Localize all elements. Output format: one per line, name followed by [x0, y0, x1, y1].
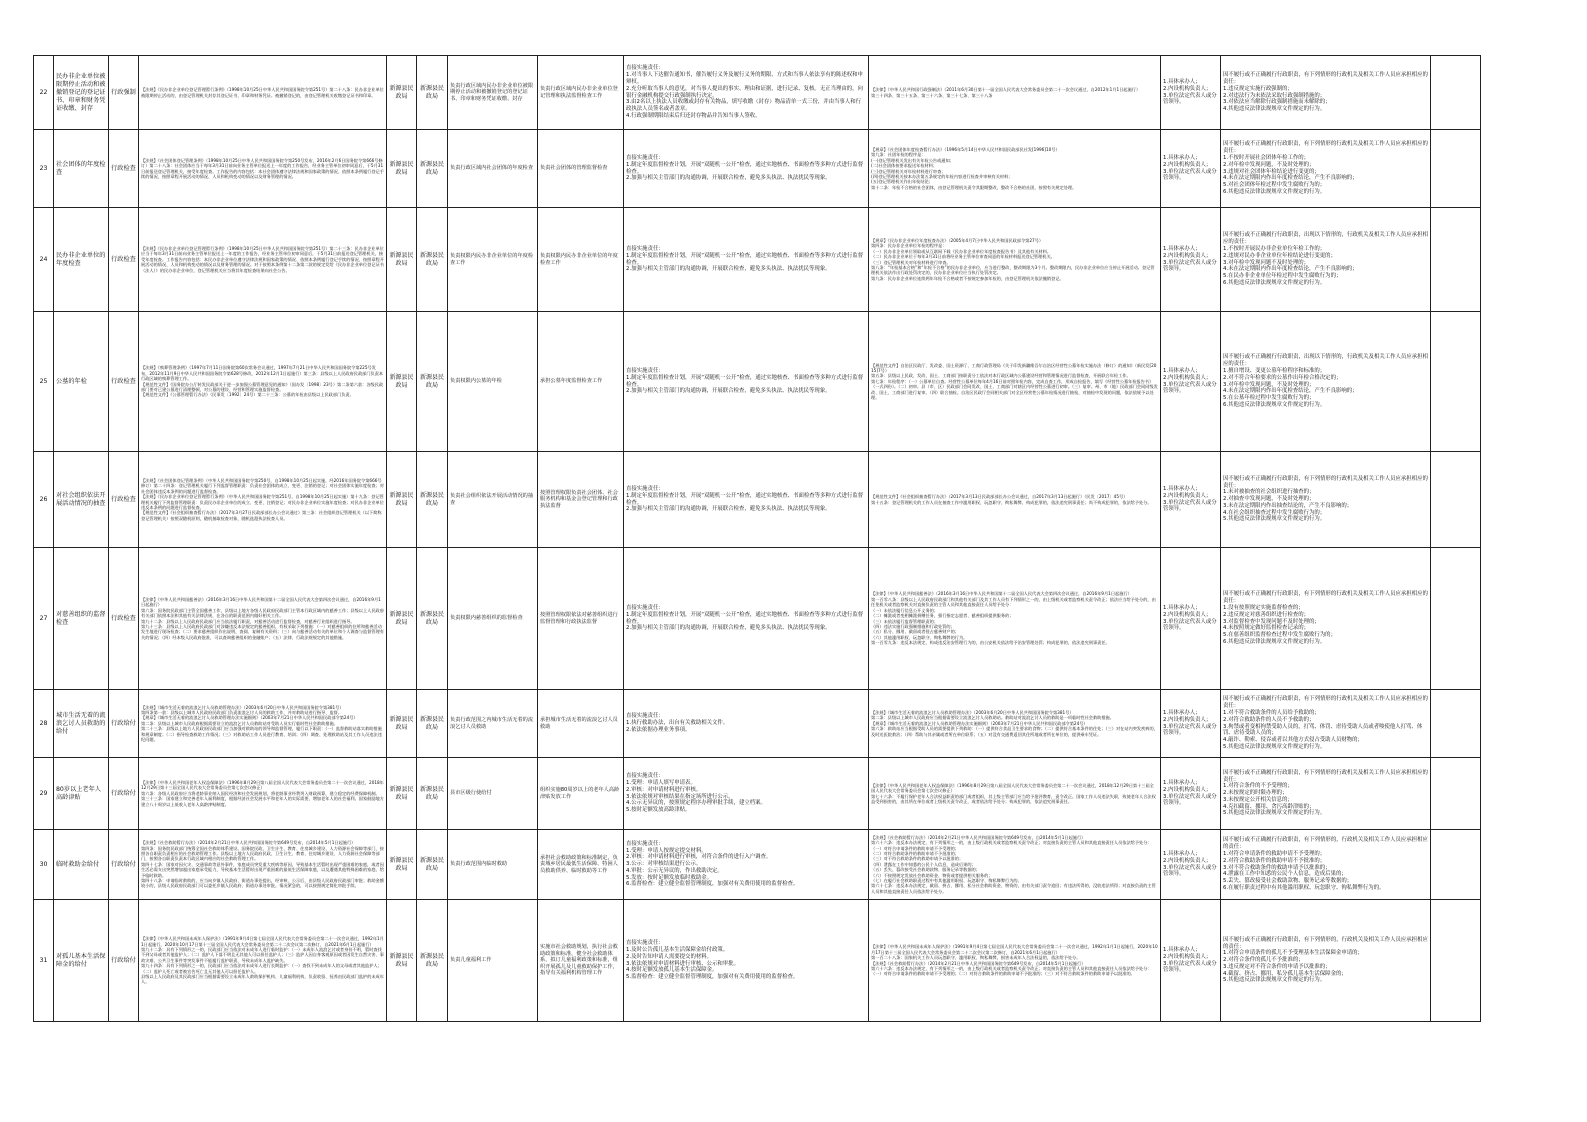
implementation-responsibility-cell: 直接实施责任： 1.执行救助办法，出台有关救助相关文件。 2.依法依据办理业务事项。 — [624, 690, 869, 758]
item-name-cell: 民办非企业单位被限期停止活动和被撤销登记的登记证书、印章和财务凭证收缴、封存 — [54, 56, 109, 130]
implementing-department-cell: 新源县民政局 — [387, 56, 417, 130]
power-category-cell: 行政检查 — [109, 208, 139, 312]
accountability-basis-cell: 【规章】《社会团体年度检查暂行办法》（1996年5月14日中华人民共和国民政部民社发[1996]10号） 第九条：社团年检的程序是： (一)登记管理机关发出有关年检公告或通知； (二)社会团体按要求报送年检材料； (三)登记管理机关对年检材料进行审查； (四)登记管理机关按本办法第五条规定的年检内容进行检查并审核有关材料； (五)登记管理机关作出年检结论； 第十二条：年检不合格的社会团体，由登记管理机关责令其限期整改，整改不合格的社团，按照有关规定处理。 — [869, 130, 1161, 208]
legal-basis-cell: 【法规】《民办非企业单位登记管理暂行条例》（1998年10月25日中华人民共和国国务院令第251号）第二十三条：民办非企业单位应当于每年3月31日前向业务主管单位报送上一年度的工作报告，经业务主管单位初审同意后，于5月31日前报送登记管理机关，接受年度检查。工作报告内容包括：本民办非企业单位遵守法律法规和国家政策的情况、依照本条例履行登记手续的情况、按照章程开展活动的情况、人员和机构变动的情况以及财务管理的情况。对于按照本条例第十二条第二款的规定发给《民办非企业单位登记证书（法人）》的民办非企业单位，登记管理机关应当将其年度检查结果向社会公告。 — [139, 208, 387, 312]
responsible-department-cell: 新源县民政局 — [417, 758, 448, 830]
accountability-basis-cell: 【法律】《中华人民共和国行政强制法》（2011年6月30日第十一届全国人民代表大会常务委员会第二十一次会议通过，自2012年1月1日起施行） 第三十四条、第三十五条、第三十六条、第三十七条、第三十八条 — [869, 56, 1161, 130]
administrative-power-table — [33, 55, 1481, 1022]
responsibility-scope-cell: 负责行政范围之内城市生活无着的流浪乞讨人员救助 — [448, 690, 538, 758]
item-name-cell: 城市生活无着的流浪乞讨人员救助的给付 — [54, 690, 109, 758]
power-category-cell: 行政给付 — [109, 900, 139, 1022]
duty-content-cell: 负责社会团体的管理监督检查 — [538, 130, 624, 208]
remark-cell — [1431, 690, 1481, 758]
accountability-situations-cell: 因不履行或不正确履行行政职责，有下列情形的，行政机关及相关工作人员应承担相应的责任： 1.对符合申请条件的孤儿不予受理基本生活保障金申请的； 2.对符合条件的孤儿不予批准的； 3.违反规定对不符合条件的申请予以批准的； 4.截留、挤占、挪用、私分孤儿基本生活保障金的； 5.其他违反法律法规规章文件规定的行为。 — [1221, 900, 1431, 1022]
responsibility-scope-cell: 负责权限内公墓的年检 — [448, 312, 538, 452]
responsible-persons-cell: 1.具体承办人； 2.内设机构负责人； 3.单位法定代表人或分管领导。 — [1161, 312, 1221, 452]
implementing-department-cell: 新源县民政局 — [387, 548, 417, 690]
accountability-basis-cell: 【法律】《中华人民共和国未成年人保护法》（1991年9月4日第七届全国人民代表大会常务委员会第二十一次会议通过，1992年1月1日起施行，2020年10月17日第十三届全国人民代表大会常务委员会第二十二次会议第二次修订，自2021年6月1日起施行） 第一百二十八条：国家机关工作人员玩忽职守、滥用职权、徇私舞弊，损害未成年人合法权益的，依法给予处分。 【法规】《社会救助暂行办法》（2014年2月21日中华人民共和国国务院令第649号发布，自2014年5月1日起施行） 第六十六条：违反本办法规定，有下列情形之一的，由上级行政机关或者监察机关责令改正；对直接负责的主管人员和其他直接责任人员依法给予处分：（一）对符合申请条件的救助申请不予受理的；（二）对符合救助条件的救助申请不予批准的；（三）对不符合救助条件的救助申请予以批准的。 — [869, 900, 1161, 1022]
duty-content-cell: 按照管理权限负责社会团体、社会服务机构和基金会登记管理和行政执法监督 — [538, 452, 624, 548]
remark-cell — [1431, 312, 1481, 452]
duty-content-cell: 承担公墓年度监督检查工作 — [538, 312, 624, 452]
responsible-persons-cell: 1.具体承办人； 2.内设机构负责人； 3.单位法定代表人或分管领导。 — [1161, 900, 1221, 1022]
legal-basis-cell: 【法规】《社会救助暂行办法》（2014年2月21日中华人民共和国国务院令第649号发布，自2014年5月1日起施行） 第四条：国务院民政部门统筹全国社会救助体系建设。国务院民政、卫生计生、教育、住房城乡建设、人力资源社会保障等部门，按照各自职责负责相应的社会救助管理工作。县级以上地方人民政府民政、卫生计生、教育、住房城乡建设、人力资源社会保障等部门，按照各自职责负责本行政区域内相应的社会救助管理工作。 第四十七条：国家对因火灾、交通事故等意外事件，家庭成员突发重大疾病等原因，导致基本生活暂时出现严重困难的家庭，或者因生活必需支出突然增加超出家庭承受能力，导致基本生活暂时出现严重困难的最低生活保障家庭，以及遭遇其他特殊困难的家庭，给予临时救助。 第四十八条：申请临时救助的，应当向乡镇人民政府、街道办事处提出，经审核、公示后，由县级人民政府民政部门审批；救助金额较小的，县级人民政府民政部门可以委托乡镇人民政府、街道办事处审批。情况紧急的，可以按照规定简化审批手续。 — [139, 830, 387, 900]
duty-content-cell: 承担社会救助政策和标准制定，负责城乡居民最低生活保障、特困人员救助供养、临时救助等工作 — [538, 830, 624, 900]
accountability-basis-cell: 【法规】《社会救助暂行办法》（2014年2月21日中华人民共和国国务院令第649号发布，自2014年5月1日起施行） 第六十六条：违反本办法规定，有下列情形之一的，由上级行政机关或者监察机关责令改正；对直接负责的主管人员和其他直接责任人员依法给予处分： （一）对符合申请条件的救助申请不予受理的； （二）对符合救助条件的救助申请不予批准的； （三）对不符合救助条件的救助申请予以批准的； （四）泄露在工作中知悉的公民个人信息，造成后果的； （五）丢失、篡改接受社会救助款物、服务记录等数据的； （六）不按照规定发放社会救助资金、物资或者提供相关服务的； （七）在履行社会救助职责过程中有其他滥用职权、玩忽职守、徇私舞弊行为的。 第六十七条：违反本办法规定，截留、挤占、挪用、私分社会救助资金、物资的，由有关部门责令追回；有违法所得的，没收违法所得；对直接负责的主管人员和其他直接责任人员依法给予处分。 — [869, 830, 1161, 900]
item-name-cell: 临时救助金给付 — [54, 830, 109, 900]
row-number-cell: 26 — [34, 452, 54, 548]
implementation-responsibility-cell: 直接实施责任： 1.制定年度监督检查计划，开展“双随机一公开”检查，通过实地核查、书面检查等多种方式进行监督检查。 2.加强与相关主管部门的沟通协调，开展联合检查，避免多头执法、执法扰民等现象。 — [624, 452, 869, 548]
accountability-basis-cell: 【规章】《民办非企业单位年度检查办法》（2005年4月7日中华人民共和国民政部令第27号） 第四条：民办非企业单位年检的程序是： （一）民办非企业单位领取或从互联网下载《民办非企业单位年度检查报告书》及其他有关材料。 （二）民办非企业单位于每年3月31日前将经业务主管单位审查同意的年检材料报送登记管理机关。 （三）登记管理机关对年检材料进行审查。 第八条：“年检基本合格”和“年检不合格”的民办非企业单位，应当进行整改，整改期限为3个月。整改期限内，民办非企业单位应当停止开展活动。登记管理机关依法作出行政处罚决定的，民办非企业单位应当执行处罚决定。 第九条：民办非企业单位连续两年年检不合格或者不按规定参加年检的，由登记管理机关依法撤销登记。 — [869, 208, 1161, 312]
remark-cell — [1431, 208, 1481, 312]
accountability-basis-cell: 【法规】《城市生活无着的流浪乞讨人员救助管理办法》（2003年6月20日中华人民共和国国务院令第381号） 第二条：县级以上城市人民政府应当根据需要设立流浪乞讨人员救助站。救助站对流浪乞讨人员的救助是一项临时性社会救助措施。 【规章】《城市生活无着的流浪乞讨人员救助管理办法实施细则》（2003年7月21日中华人民共和国民政部令第24号） 第六条：救助站应当根据受助人员的需要提供下列救助：（一）提供符合食品卫生要求的食物；（二）提供符合基本条件的住处；（三）对在站内突发疾病的，及时送医院救治；（四）帮助与其亲属或者所在单位联系；（五）对没有交通费返回其住所地或者所在单位的，提供乘车凭证。 — [869, 690, 1161, 758]
responsible-department-cell: 新源县民政局 — [417, 452, 448, 548]
implementing-department-cell: 新源县民政局 — [387, 208, 417, 312]
remark-cell — [1431, 548, 1481, 690]
implementation-responsibility-cell: 直接实施责任： 1.及时公告孤儿基本生活保障金给付政策。 2.及时告知申请人需要提交的材料。 3.依法依规对申请材料进行审核、公示和审批。 4.按时足额发放孤儿基本生活保障金。 5.监督检查：建立健全监督管理制度，加强对有关费用使用的监督检查。 — [624, 900, 869, 1022]
item-name-cell: 民办非企业单位的年度检查 — [54, 208, 109, 312]
accountability-situations-cell: 因不履行或不正确履行行政职责，有下列情形的行政机关及相关工作人员应承担相应的责任： 1.对符合条件的不予受理的； 2.未按规定的时限办理的； 3.未按规定公开相关信息的； 4.克扣截留、挪用、贪污高龄津贴的； 5.其他违反法律法规规章文件规定的行为。 — [1221, 758, 1431, 830]
power-category-cell: 行政给付 — [109, 830, 139, 900]
implementing-department-cell: 新源县民政局 — [387, 900, 417, 1022]
responsible-persons-cell: 1.具体承办人； 2.内设机构负责人； 3.单位法定代表人或分管领导。 — [1161, 130, 1221, 208]
implementation-responsibility-cell: 直接实施责任： 1.制定年度监督检查计划，开展“双随机一公开”检查，通过实地核查、书面检查等多种方式进行监督检查。 2.加强与相关主管部门的沟通协调，开展联合检查，避免多头执法、执法扰民等现象。 — [624, 208, 869, 312]
responsibility-scope-cell: 负责行政范围内临时救助 — [448, 830, 538, 900]
accountability-situations-cell: 因不履行或不正确履行行政职责，出现以下情形的，行政机关及相关工作人员应承担相应的责任： 1.擅自增设、变更公墓年检程序和标准的； 2.对不符合年检要求的公墓作出年检合格决定的； 3.对年检中发现问题，不及时处理的； 4.未在法定期限内作出年度检查结论，产生不良影响的； 5.在公墓年检过程中发生腐败行为的； 6.其他违反法律法规规章文件规定的行为。 — [1221, 312, 1431, 452]
accountability-situations-cell: 因不履行或不正确履行行政职责，有下列情形的行政机关及相关工作人员应承担相应的责任： 1.对不符合救助条件的人员给予救助的； 2.对符合救助条件的人员不予救助的； 3.拘禁或者变相拘禁受助人员的，打骂、体罚、虐待受助人员或者唆使他人打骂、体罚、虐待受助人员的； 4.敲诈、勒索、侵吞或者以其他方式侵占受助人员财物的； 5.其他违反法律法规规章文件规定的行为。 — [1221, 690, 1431, 758]
duty-content-cell: 承担城市生活无着的流浪乞讨人员救助 — [538, 690, 624, 758]
responsible-persons-cell: 1.具体承办人； 2.内设机构负责人； 3.单位法定代表人或分管领导。 — [1161, 758, 1221, 830]
implementation-responsibility-cell: 直接实施责任： 1.制定年度监督检查计划，开展“双随机一公开”检查，通过实地核查、书面检查等多种方式进行监督检查。 2.加强与相关主管部门的沟通协调，开展联合检查，避免多头执法、执法扰民等现象。 — [624, 312, 869, 452]
accountability-situations-cell: 因不履行或不正确履行行政职责，有下列情形的行政机关及相关工作人员应承担相应的责任： 1.未对被抽查的社会组织进行抽查的； 2.对抽查中发现问题，不及时处理的； 3.未在法定期限内作出抽查结论的，产生不良影响的； 4.在社会组织抽查过程中发生腐败行为的； 5.其他违反法律法规规章文件规定的行为。 — [1221, 452, 1431, 548]
implementation-responsibility-cell: 直接实施责任： 1.受理：申请人填写申请表。 2.审核：对申请材料进行审核。 3.依法依规对审核结果在指定场所进行公示。 4.公示无异议的，按照规定程序办理审批手续，建立档案。 5.按时足额发放高龄津贴。 — [624, 758, 869, 830]
responsible-department-cell: 新源县民政局 — [417, 900, 448, 1022]
item-name-cell: 公墓的年检 — [54, 312, 109, 452]
responsible-persons-cell: 1.具体承办人； 2.内设机构负责人； 3.单位法定代表人或分管领导。 — [1161, 830, 1221, 900]
responsible-department-cell: 新源县民政局 — [417, 312, 448, 452]
row-number-cell: 25 — [34, 312, 54, 452]
responsible-persons-cell: 1.具体承办人； 2.内设机构负责人； 3.单位法定代表人或分管领导。 — [1161, 208, 1221, 312]
responsible-department-cell: 新源县民政局 — [417, 130, 448, 208]
remark-cell — [1431, 452, 1481, 548]
accountability-basis-cell: 【规范性文件】《社会组织抽查暂行办法》（2017年3月13日民政部部长办公会议通过，自2017年3月13日起施行）（民发〔2017〕45号） 第十五条：登记管理机关的工作人员在抽查工作中滥用职权、玩忽职守、徇私舞弊、构成犯罪的，依法追究刑事责任；尚不构成犯罪的，依法给予处分。 — [869, 452, 1161, 548]
implementation-responsibility-cell: 直接实施责任： 1.制定年度监督检查计划，开展“双随机一公开”检查，通过实地核查、书面检查等多种方式进行监督检查。 2.加强与相关主管部门的沟通协调，开展联合检查，避免多头执法、执法扰民等现象。 — [624, 548, 869, 690]
legal-basis-cell: 【法规】《民办非企业单位登记管理暂行条例》（1998年10月25日中华人民共和国国务院令第251号）第二十八条：民办非企业单位被限期停止活动的，由登记管理机关封存其登记证书、印章和财务凭证。被撤销登记的，由登记管理机关收缴登记证书和印章。 — [139, 56, 387, 130]
accountability-basis-cell: 【法律】《中华人民共和国慈善法》（2016年3月16日中华人民共和国第十二届全国人民代表大会第四次会议通过，自2016年9月1日起施行） 第一百零八条：县级以上人民政府民政部门和其他有关部门及其工作人员有下列情形之一的，由上级机关或者监察机关责令改正；依法应当给予处分的，由任免机关或者监察机关对直接负责的主管人员和其他直接责任人员给予处分： （一）未依法履行信息公开义务的； （二）摊派或者变相摊派捐赠任务，强行指定志愿者、慈善组织提供服务的； （三）未依法履行监督管理职责的； （四）违法实施行政强制措施和行政处罚的； （五）私分、挪用、截留或者侵占慈善财产的； （六）其他滥用职权、玩忽职守、徇私舞弊的行为。 第一百零九条：违反本法规定，构成违反治安管理行为的，由公安机关依法给予治安管理处罚；构成犯罪的，依法追究刑事责任。 — [869, 548, 1161, 690]
table-row — [34, 548, 1481, 690]
duty-content-cell: 实施市社会救助规划，执行社会救助政策和标准，健全社会救助体系，拟订儿童福利政策和标准，组织开展孤儿及儿童救助保护工作，指导有关福利机构管理工作 — [538, 900, 624, 1022]
accountability-situations-cell: 因不履行或不正确履行行政职责，有下列情形的行政机关及相关工作人员应承担相应的责任： 1.不按时开展社会团体年检工作的； 2.对年检中发现问题，不及时处理的； 3.违规对社会团体年检结论进行变更的； 4.未在法定期限内作出年度检查结论，产生不良影响的； 5.对社会团体年检过程中发生腐败行为的； 6.其他违反法律法规规章文件规定的行为。 — [1221, 130, 1431, 208]
implementing-department-cell: 新源县民政局 — [387, 312, 417, 452]
implementing-department-cell: 新源县民政局 — [387, 130, 417, 208]
row-number-cell: 23 — [34, 130, 54, 208]
legal-basis-cell: 【法规】《社会团体登记管理条例》（1998年10月25日中华人民共和国国务院令第250号发布，2016年2月6日国务院令第666号修订）第二十八条：社会团体应当于每年3月31日前向业务主管单位报送上一年度的工作报告，经业务主管单位初审同意后，于5月31日前报送登记管理机关，接受年度检查。工作报告的内容包括：本社会团体遵守法律法规和国家政策的情况、依照本条例履行登记手续的情况、按照章程开展活动的情况、人员和机构变动的情况以及财务管理的情况。 — [139, 130, 387, 208]
table-row — [34, 900, 1481, 1022]
implementation-responsibility-cell: 直接实施责任： 1.受理：申请人按规定提交材料。 2.审核：对申请材料进行审核，对符合条件的进行入户调查。 3.公示：对审核结果进行公示。 4.审批：公示无异议的，作出救助决定。 5.发放：按时足额发放临时救助金。 6.监督检查：建立健全监督管理制度，加强对有关费用使用的监督检查。 — [624, 830, 869, 900]
implementation-responsibility-cell: 直接实施责任： 1.对当事人下达催告通知书，催告履行义务及履行义务的期限、方式和当事人依法享有的陈述权和申辩权。 2.充分听取当事人的意见，对当事人提出的事实、理由和证据，进行记录、复核。无正当理由的，向银行金融机构提交行政强制执行决定。 3.由2名以上执法人员收缴或封存有关物品，填写收缴（封存）物品清单一式三份，并由当事人和行政执法人员签名或者盖章。 4.行政强制期限结束后归还封存物品并告知当事人签收。 — [624, 56, 869, 130]
power-category-cell: 行政检查 — [109, 452, 139, 548]
implementing-department-cell: 新源县民政局 — [387, 830, 417, 900]
legal-basis-cell: 【法律】《中华人民共和国老年人权益保障法》（1996年8月29日第八届全国人民代表大会常务委员会第二十一次会议通过，2018年12月29日第十三届全国人民代表大会常务委员会第七次会议修正） 第六条：各级人民政府应当将老龄事业纳入国民经济和社会发展规划，将老龄事业经费列入财政预算，建立稳定的经费保障机制。 第三十三条：国家建立和完善老年人福利制度，根据经济社会发展水平和老年人的实际需要，增加老年人的社会福利。国家鼓励地方建立八十周岁以上低收入老年人高龄津贴制度。 — [139, 758, 387, 830]
accountability-situations-cell: 因不履行或不正确履行行政职责，有下列情形的行政机关及相关工作人员应承担相应的责任： 1.没有按照规定实施监督检查的； 2.违反规定对慈善组织进行检查的； 3.对监督检查中发现问题不及时处理的； 4.未按照规定做好监督检查记录的； 5.在慈善组织监督检查过程中发生腐败行为的； 6.其他违反法律法规规章文件规定的行为。 — [1221, 548, 1431, 690]
item-name-cell: 对慈善组织的监督检查 — [54, 548, 109, 690]
row-number-cell: 24 — [34, 208, 54, 312]
row-number-cell: 27 — [34, 548, 54, 690]
accountability-situations-cell: 因不履行或不正确履行行政职责，有下列情形的行政机关及相关工作人员应承担相应的责任： 1.违反规定实施行政强制的； 2.对违法行为未依法采取行政强制措施的； 3.对依法应当解除行政强制措施而未解除的； 4.其他违反法律法规规章文件规定的行为。 — [1221, 56, 1431, 130]
remark-cell — [1431, 758, 1481, 830]
duty-content-cell: 负责行政区域内民办非企业单位登记管理和执法监督检查工作 — [538, 56, 624, 130]
table-row — [34, 312, 1481, 452]
table-row — [34, 130, 1481, 208]
responsibility-scope-cell: 负责社会组织依法开展活动情况的抽查 — [448, 452, 538, 548]
row-number-cell: 29 — [34, 758, 54, 830]
power-category-cell: 行政给付 — [109, 690, 139, 758]
item-name-cell: 对社会组织依法开展活动情况的抽查 — [54, 452, 109, 548]
row-number-cell: 30 — [34, 830, 54, 900]
item-name-cell: 社会团体的年度检查 — [54, 130, 109, 208]
table-row — [34, 56, 1481, 130]
responsible-department-cell: 新源县民政局 — [417, 690, 448, 758]
implementing-department-cell: 新源县民政局 — [387, 758, 417, 830]
responsible-persons-cell: 1.具体承办人； 2.内设机构负责人； 3.单位法定代表人或分管领导。 — [1161, 452, 1221, 548]
item-name-cell: 80岁以上老年人高龄津贴 — [54, 758, 109, 830]
power-list-page — [33, 55, 1480, 1022]
responsible-department-cell: 新源县民政局 — [417, 208, 448, 312]
implementing-department-cell: 新源县民政局 — [387, 690, 417, 758]
table-row — [34, 208, 1481, 312]
power-category-cell: 行政检查 — [109, 312, 139, 452]
table-row — [34, 758, 1481, 830]
row-number-cell: 28 — [34, 690, 54, 758]
responsible-persons-cell: 1.具体承办人； 2.内设机构负责人； 3.单位法定代表人或分管领导。 — [1161, 56, 1221, 130]
remark-cell — [1431, 56, 1481, 130]
responsibility-scope-cell: 负责行政区域内社会团体的年度检查 — [448, 130, 538, 208]
responsible-persons-cell: 1.具体承办人； 2.内设机构负责人； 3.单位法定代表人或分管领导。 — [1161, 690, 1221, 758]
accountability-situations-cell: 因不履行或不正确履行行政职责，出现以下情形的，行政机关及相关工作人员应承担相应的责任： 1.不按时开展民办非企业单位年检工作的； 2.违规对民办非企业单位年检结论进行变更的； 3.对年检中发现问题不及时处理的； 4.未在法定期限内作出年度检查结论，产生不良影响的； 5.在民办非企业单位年检过程中发生腐败行为的； 6.其他违反法律法规规章文件规定的行为。 — [1221, 208, 1431, 312]
accountability-situations-cell: 因不履行或不正确履行行政职责，有下列情形的，行政机关及相关工作人员应承担相应的责任： 1.对符合申请条件的救助申请不予受理的； 2.对符合救助条件的救助申请不予批准的； 3.对不符合救助条件的救助申请予以批准的； 4.泄露在工作中知悉的公民个人信息，造成后果的； 5.丢失、篡改接受社会救助款物、服务记录等数据的； 6.在履行职责过程中有其他滥用职权、玩忽职守、徇私舞弊行为的。 — [1221, 830, 1431, 900]
power-category-cell: 行政检查 — [109, 548, 139, 690]
power-category-cell: 行政强制 — [109, 56, 139, 130]
responsibility-scope-cell: 负责儿童福利工作 — [448, 900, 538, 1022]
power-category-cell: 行政检查 — [109, 130, 139, 208]
duty-content-cell: 负责权限内民办非企业单位的年度检查工作 — [538, 208, 624, 312]
accountability-basis-cell: 【法律】《中华人民共和国老年人权益保障法》（1996年8月29日第八届全国人民代表大会常务委员会第二十一次会议通过，2018年12月29日第十三届全国人民代表大会常务委员会第七次会议修正） 第七十六条：不履行保护老年人合法权益职责的部门或者组织，其上级主管部门应当给予批评教育，责令改正。国家工作人员违法失职，致使老年人合法权益受到损害的，由其所在单位或者上级机关责令改正，或者依法给予处分；构成犯罪的，依法追究刑事责任。 — [869, 758, 1161, 830]
responsibility-scope-cell: 负责行政区域内民办非企业单位被限期停止活动和被撤销登记的登记证书、印章和财务凭证收缴、封存 — [448, 56, 538, 130]
responsible-department-cell: 新源县民政局 — [417, 548, 448, 690]
responsible-department-cell: 新源县民政局 — [417, 56, 448, 130]
responsibility-scope-cell: 负责权限内民办非企业单位的年度检查工作 — [448, 208, 538, 312]
responsible-department-cell: 新源县民政局 — [417, 830, 448, 900]
legal-basis-cell: 【法规】《殡葬管理条例》（1997年7月11日国务院第60次常务会议通过，1997年7月21日中华人民共和国国务院令第225号发布，2012年11月9日中华人民共和国国务院令第628号修改，2012年12月1日起施行）第三条：县级以上人民政府民政部门负责本行政区域的殡葬管理工作。 【规范性文件】《国务院办公厅转发民政部关于进一步加强公墓管理意见的通知》（国办发〔1998〕23号）第二条第六款：各级民政部门要对已建公墓进行清理整顿，对公墓的建设、经营和管理实施监督检查。 【规范性文件】《公墓管理暂行办法》（民事发〔1992〕24号）第二十三条：公墓的年检由县级以上民政部门负责。 — [139, 312, 387, 452]
item-name-cell: 对孤儿基本生活保障金的给付 — [54, 900, 109, 1022]
table-row — [34, 452, 1481, 548]
implementation-responsibility-cell: 直接实施责任： 1.制定年度监督检查计划，开展“双随机一公开”检查，通过实地核查、书面检查等多种方式进行监督检查。 2.加强与相关主管部门的沟通协调，开展联合检查，避免多头执法、执法扰民等现象。 — [624, 130, 869, 208]
responsible-persons-cell: 1.具体承办人； 2.内设机构负责人； 3.单位法定代表人或分管领导。 — [1161, 548, 1221, 690]
remark-cell — [1431, 130, 1481, 208]
legal-basis-cell: 【法规】《社会团体登记管理条例》（中华人民共和国国务院令第250号，自1998年10月25日起实施，经2016年国务院令第666号修订）第二十四条：登记管理机关履行下列监督管理职责：负责社会团体的成立、变更、注销的登记；对社会团体实施年度检查；对社会团体违反本条例的问题进行监督检查。 【法规】《民办非企业单位登记管理暂行条例》（中华人民共和国国务院令第251号，自1998年10月25日起实施）第十九条：登记管理机关履行下列监督管理职责：负责民办非企业单位的成立、变更、注销登记；对民办非企业单位实施年度检查；对民办非企业单位违反本条例的问题进行监督检查。 【规范性文件】《社会组织抽查暂行办法》（2017年3月27日民政部部长办公会议通过）第三条：社会组织登记管理机关（以下简称登记管理机关）按照双随机原则，随机抽取检查对象，随机选派执法检查人员。 — [139, 452, 387, 548]
duty-content-cell: 按照管理权限依法对慈善组织进行监督管理和行政执法监督 — [538, 548, 624, 690]
table-row — [34, 690, 1481, 758]
responsibility-scope-cell: 负责权限内慈善组织的监督检查 — [448, 548, 538, 690]
implementing-department-cell: 新源县民政局 — [387, 452, 417, 548]
accountability-basis-cell: 【规范性文件】自治区民政厅、发改委、国土资源厅、工商行政管理局《关于印发新疆维吾尔自治区经营性公墓年检实施办法（修订）的通知》（新民发[2015]7号） 第五条：县级以上民政、发改、国土、工商部门按职责分工依法对本行政区域内公墓建设经营和管理情况进行监督检查，开展联合年检工作。 第七条：年检程序：（一）公墓单位自查。经营性公墓单位每年4月16日前对照年检内容，完成自查工作，形成自检报告，填写《经营性公墓年检报告书》（一式四份）。（二）初审。县（市、区）民政部门会同发改、国土、工商部门对辖区内经营性公墓进行初审。（三）复审。州、市（地）民政部门会同同级发改、国土、工商部门进行复审。（四）联合抽检。自治区民政厅会同相关部门对全区经营性公墓年检情况进行抽检，对抽检中发现的问题，依法依规予以处理。 — [869, 312, 1161, 452]
power-category-cell: 行政给付 — [109, 758, 139, 830]
remark-cell — [1431, 830, 1481, 900]
row-number-cell: 22 — [34, 56, 54, 130]
remark-cell — [1431, 900, 1481, 1022]
table-body — [34, 56, 1481, 1022]
table-row — [34, 830, 1481, 900]
duty-content-cell: 组织实施80周岁以上的老年人高龄津贴发放工作 — [538, 758, 624, 830]
responsibility-scope-cell: 县市区级行使给付 — [448, 758, 538, 830]
legal-basis-cell: 【法律】《中华人民共和国未成年人保护法》（1991年9月4日第七届全国人民代表大会常务委员会第二十一次会议通过，1992年1月1日起施行，2020年10月17日第十三届全国人民代表大会常务委员会第二十二次会议第二次修订，自2021年6月1日起施行） 第九十二条：具有下列情形之一的，民政部门应当依法对未成年人进行临时监护：（一）未成年人流浪乞讨或者身份不明，暂时查找不到父母或者其他监护人；（二）监护人下落不明且无其他人可以担任监护人；（三）监护人因自身客观原因或者因发生自然灾害、事故灾难、公共卫生事件等突发事件不能履行监护职责，导致未成年人监护缺失。 第九十四条：具有下列情形之一的，民政部门应当依法对未成年人进行长期监护：（一）查找不到未成年人的父母或者其他监护人；（二）监护人死亡或者被宣告死亡且无其他人可以担任监护人。 县级以上人民政府及其民政部门应当根据需要设立未成年人救助保护机构、儿童福利机构，负责收留、抚养由民政部门监护的未成年人。 — [139, 900, 387, 1022]
legal-basis-cell: 【法规】《城市生活无着的流浪乞讨人员救助管理办法》（2003年6月20日中华人民共和国国务院令第381号） 第四条第一款：县级以上城市人民政府民政部门负责流浪乞讨人员的救助工作，并对救助站进行指导、监督。 【规章】《城市生活无着的流浪乞讨人员救助管理办法实施细则》（2003年7月21日中华人民共和国民政部令第24号） 第二条：县级以上城市人民政府根据需要设立的流浪乞讨人员救助站对受助人员实行临时性社会救助措施。 第二十三条：县级以上地方人民政府民政部门应当加强对救助站的领导和监督管理，履行以下职责：（一）监督救助站落实救助措施和规章制度；（二）指导检查救助工作情况；（三）对救助站工作人员进行教育、培训；（四）调查、处理救助站及其工作人员违法违纪问题。 — [139, 690, 387, 758]
legal-basis-cell: 【法律】《中华人民共和国慈善法》（2016年3月16日中华人民共和国第十二届全国人民代表大会第四次会议通过，自2016年9月1日起施行） 第六条：国务院民政部门主管全国慈善工作，县级以上地方各级人民政府民政部门主管本行政区域内的慈善工作；县级以上人民政府有关部门依照本法和其他有关法律法规，在各自的职责范围内做好相关工作。 第九十二条：县级以上人民政府民政部门应当依法履行职责，对慈善活动进行监督检查，对慈善行业组织进行指导。 第九十三条：县级以上人民政府民政部门对涉嫌违反本法规定的慈善组织，有权采取下列措施：（一）对慈善组织的住所和慈善活动发生地进行现场检查；（二）要求慈善组织作出说明，查阅、复制有关资料；（三）向与慈善活动有关的单位和个人调查与监督管理有关的情况；（四）经本级人民政府批准，可以查询慈善组织的金融账户；（五）法律、行政法规规定的其他措施。 — [139, 548, 387, 690]
row-number-cell: 31 — [34, 900, 54, 1022]
